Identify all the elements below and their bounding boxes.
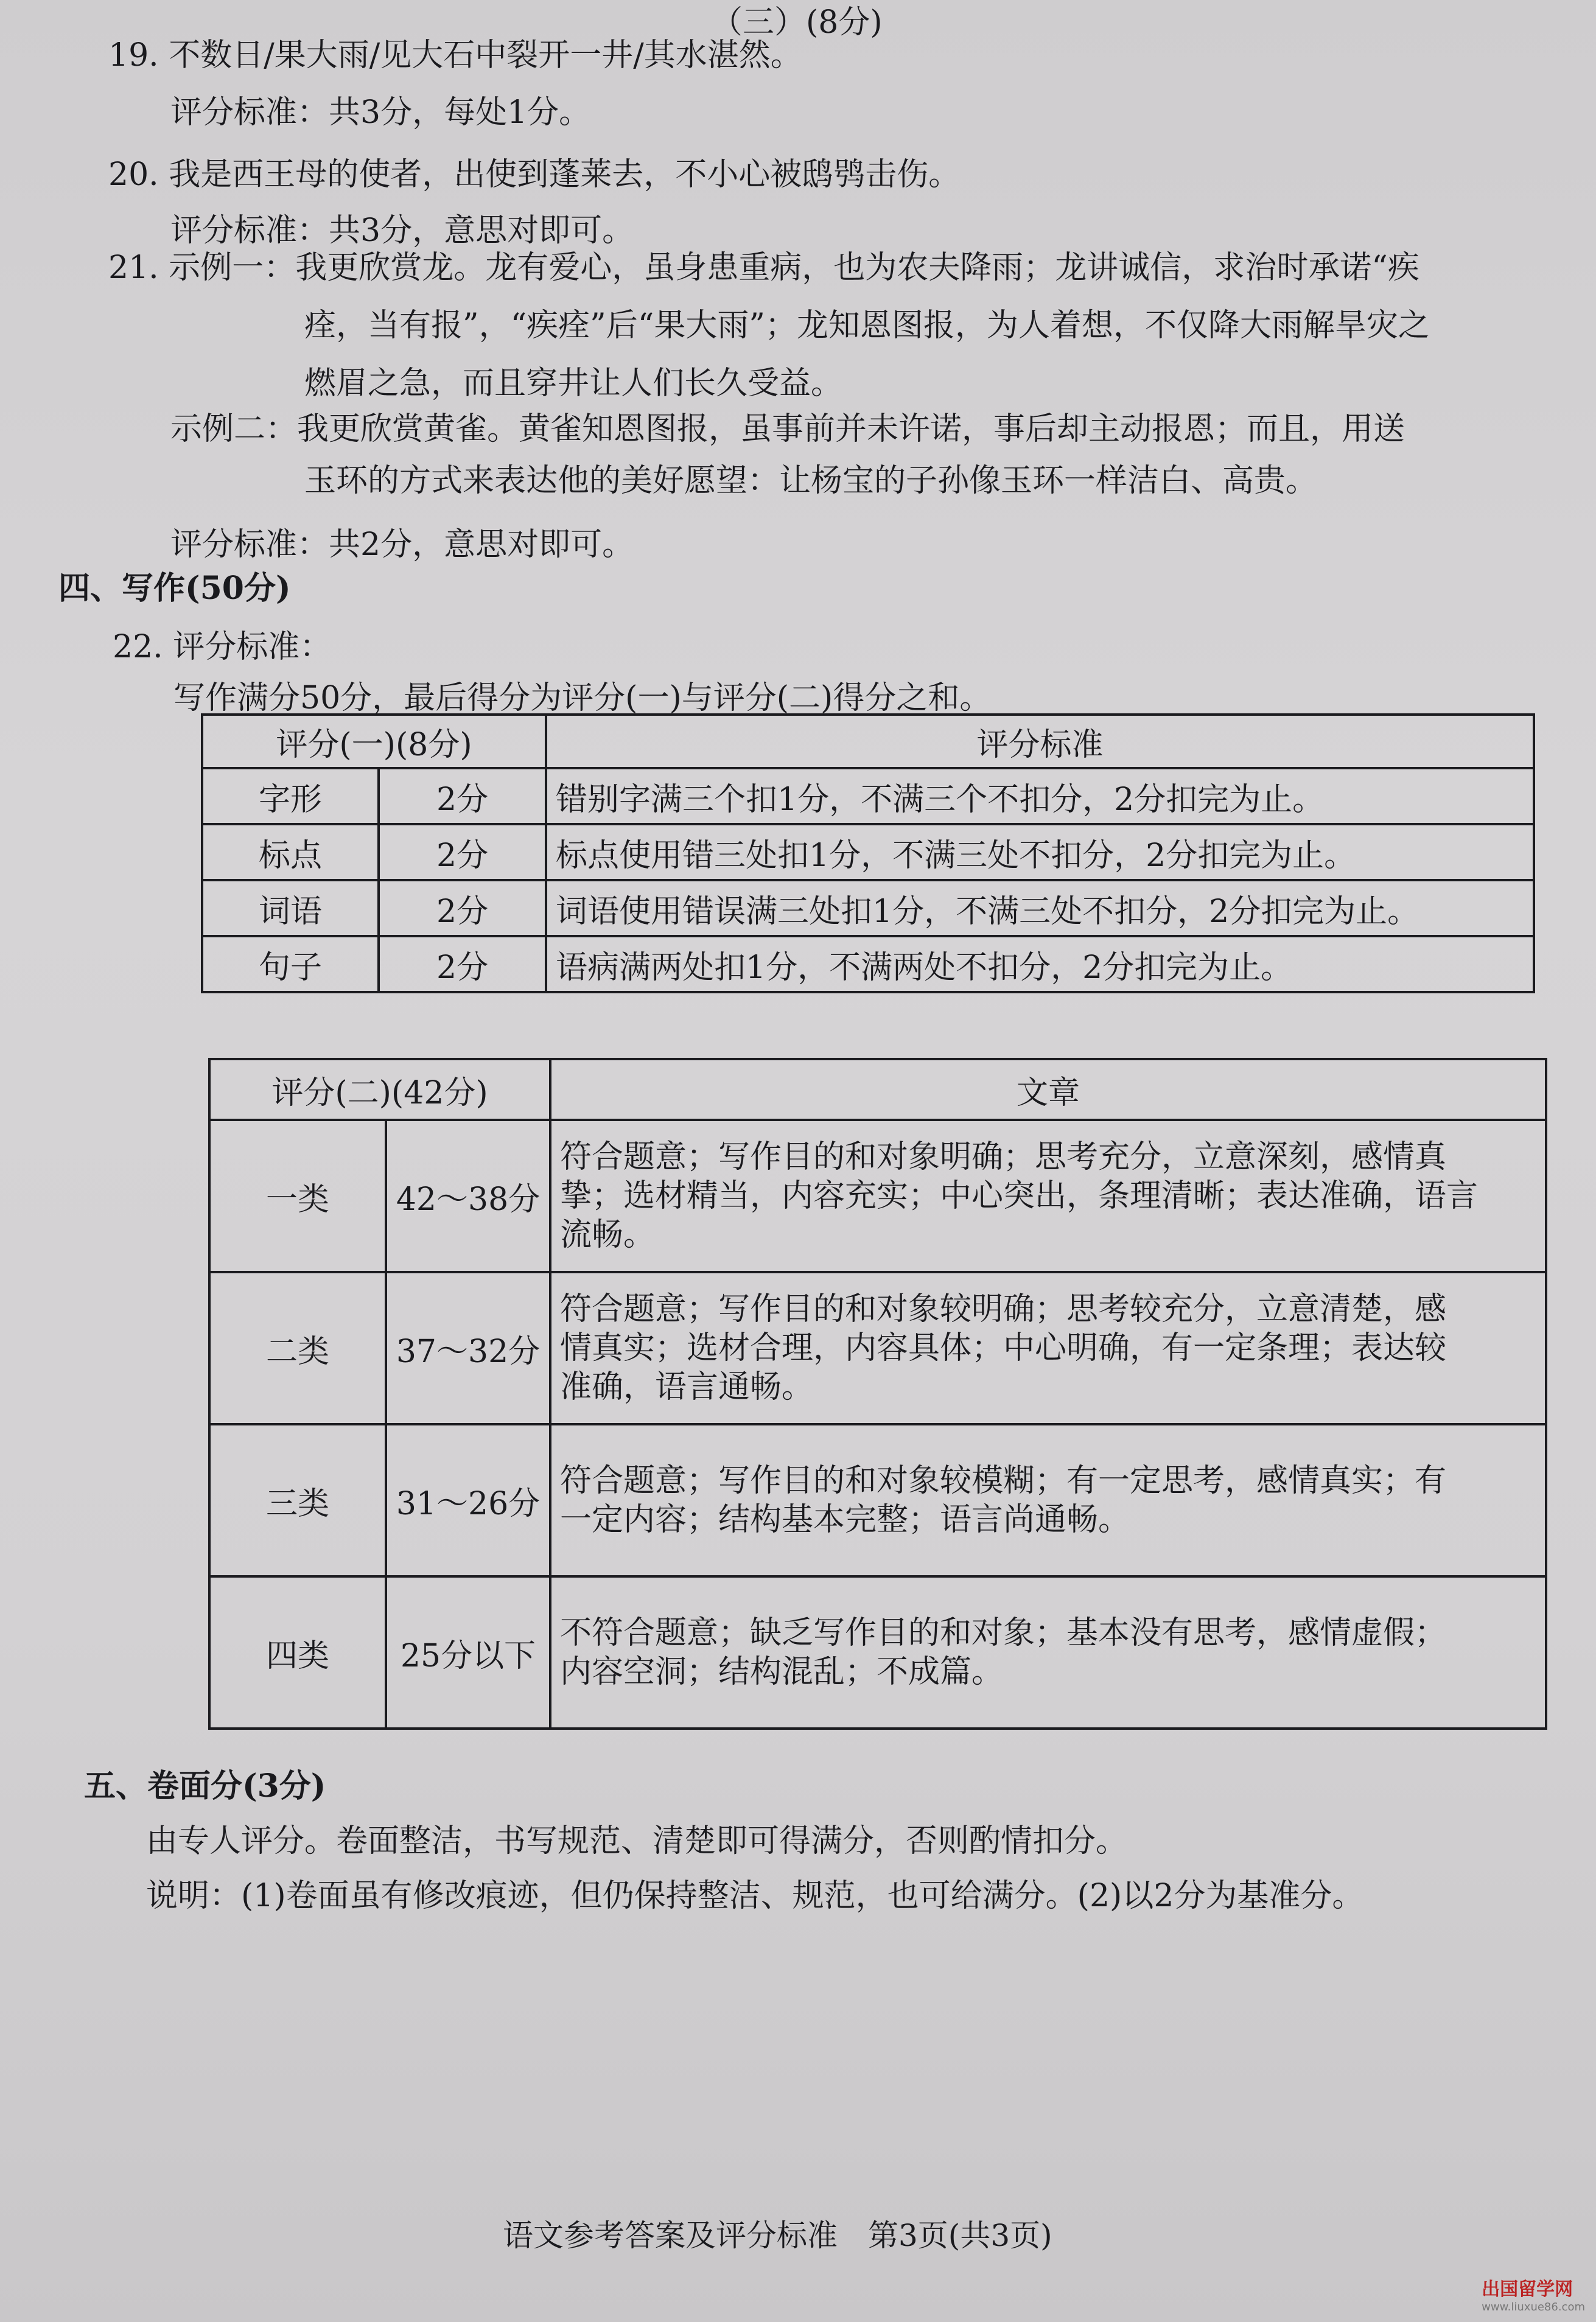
table-1-header-score: 评分(一)(8分) [202,715,546,768]
table-1-header-rule: 评分标准 [546,715,1534,768]
section-3-header: （三）(8分) [711,4,883,41]
table-2-grade: 四类 [209,1576,386,1729]
table-row [209,1272,1546,1424]
desc-line: 流畅。 [560,1217,656,1253]
q19-answer: 19. 不数日/果大雨/见大石中裂开一井/其水湛然。 [108,37,802,74]
q21-line-1: 21. 示例一：我更欣赏龙。龙有爱心，虽身患重病，也为农夫降雨；龙讲诚信，求治时承诺“疾 [108,250,1419,286]
table-row [209,1576,1546,1729]
section-5-line-2: 说明：(1)卷面虽有修改痕迹，但仍保持整洁、规范，也可给满分。(2)以2分为基准分。 [146,1878,1364,1914]
desc-line: 符合题意；写作目的和对象较模糊；有一定思考，感情真实；有 [560,1463,1447,1499]
desc-line: 一定内容；结构基本完整；语言尚通畅。 [560,1502,1130,1538]
q21-line-4: 示例二：我更欣赏黄雀。黄雀知恩图报，虽事前并未许诺，事后却主动报恩；而且，用送 [170,411,1405,447]
desc-line: 内容空洞；结构混乱；不成篇。 [560,1654,1004,1690]
table-2-desc [550,1272,1546,1424]
table-1-header [202,715,1534,768]
section-4-title: 四、写作(50分) [58,570,291,607]
table-2-range: 42～38分 [386,1120,550,1272]
desc-line: 挚；选材精当，内容充实；中心突出，条理清晰；表达准确，语言 [560,1178,1479,1214]
writing-intro: 写作满分50分，最后得分为评分(一)与评分(二)得分之和。 [173,680,992,716]
table-1-rule: 标点使用错三处扣1分，不满三处不扣分，2分扣完为止。 [546,824,1534,880]
table-2-grade: 一类 [209,1120,386,1272]
score-table-1 [201,713,1535,993]
section-5-title: 五、卷面分(3分) [84,1768,326,1805]
table-2-grade: 二类 [209,1272,386,1424]
table-1-item: 标点 [202,824,379,880]
table-1-item: 句子 [202,936,379,992]
q20-answer: 20. 我是西王母的使者，出使到蓬莱去，不小心被鸱鸮击伤。 [108,156,961,193]
desc-line: 准确，语言通畅。 [560,1369,814,1405]
table-1-score: 2分 [379,824,546,880]
table-2-range: 25分以下 [386,1576,550,1729]
table-row [202,880,1534,936]
table-2-range: 37～32分 [386,1272,550,1424]
watermark-title: 出国留学网 [1482,2279,1573,2300]
table-2-range: 31～26分 [386,1424,550,1576]
table-2-header-score: 评分(二)(42分) [209,1059,550,1120]
table-1-score: 2分 [379,768,546,824]
desc-line: 情真实；选材合理，内容具体；中心明确，有一定条理；表达较 [560,1330,1447,1366]
page-footer: 语文参考答案及评分标准 第3页(共3页) [503,2218,1052,2253]
table-row [202,768,1534,824]
table-1-item: 字形 [202,768,379,824]
table-1-rule: 错别字满三个扣1分，不满三个不扣分，2分扣完为止。 [546,768,1534,824]
q21-line-2: 痊，当有报”，“疾痊”后“果大雨”；龙知恩图报，为人着想，不仅降大雨解旱灾之 [304,307,1430,344]
table-2-grade: 三类 [209,1424,386,1576]
q21-criteria: 评分标准：共2分，意思对即可。 [170,526,634,563]
table-1-score: 2分 [379,880,546,936]
desc-line: 符合题意；写作目的和对象较明确；思考较充分，立意清楚，感 [560,1291,1447,1327]
section-5-line-1: 由专人评分。卷面整洁，书写规范、清楚即可得满分，否则酌情扣分。 [146,1823,1128,1859]
watermark-url: www.liuxue86.com [1482,2301,1585,2313]
table-row [202,936,1534,992]
table-row [202,824,1534,880]
score-table-2 [208,1058,1547,1730]
q22-heading: 22. 评分标准： [113,629,332,665]
site-watermark [1482,2274,1585,2313]
table-1-rule: 词语使用错误满三处扣1分，不满三处不扣分，2分扣完为止。 [546,880,1534,936]
desc-line: 符合题意；写作目的和对象明确；思考充分，立意深刻，感情真 [560,1139,1447,1175]
table-2-desc [550,1576,1546,1729]
table-2-desc [550,1424,1546,1576]
desc-line: 不符合题意；缺乏写作目的和对象；基本没有思考，感情虚假； [560,1615,1447,1651]
table-1-score: 2分 [379,936,546,992]
table-row [209,1120,1546,1272]
table-1-rule: 语病满两处扣1分，不满两处不扣分，2分扣完为止。 [546,936,1534,992]
table-row [209,1424,1546,1576]
table-2-header [209,1059,1546,1120]
q20-criteria: 评分标准：共3分，意思对即可。 [170,212,634,249]
table-2-header-article: 文章 [550,1059,1546,1120]
table-2-desc [550,1120,1546,1272]
q19-criteria: 评分标准：共3分，每处1分。 [170,94,591,131]
table-1-item: 词语 [202,880,379,936]
q21-line-3: 燃眉之急，而且穿井让人们长久受益。 [304,365,843,402]
q21-line-5: 玉环的方式来表达他的美好愿望：让杨宝的子孙像玉环一样洁白、高贵。 [304,463,1318,499]
